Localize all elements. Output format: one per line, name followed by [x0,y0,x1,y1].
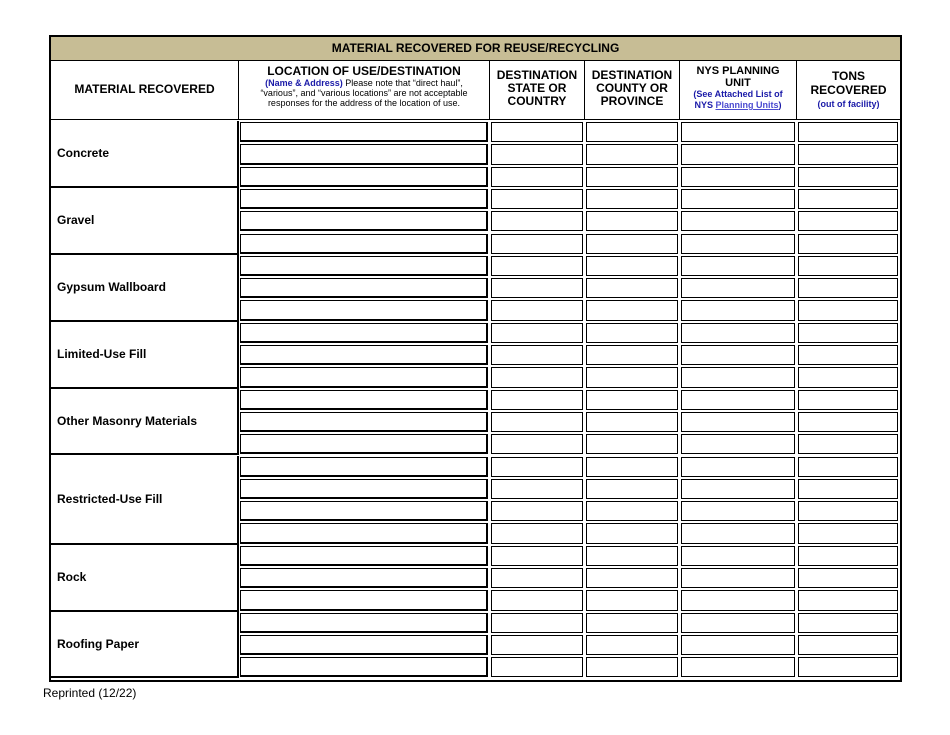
planning-unit-entry-field[interactable] [681,256,795,276]
county-entry-field[interactable] [586,323,678,343]
state-entry-field[interactable] [491,613,583,633]
tons-entry-field[interactable] [798,657,898,677]
county-entry-field[interactable] [586,657,678,677]
reprint-note: Reprinted (12/22) [43,686,137,700]
location-entry-field[interactable] [240,300,488,320]
state-entry-field[interactable] [491,657,583,677]
county-entry-field[interactable] [586,434,678,454]
location-entry-field[interactable] [240,167,488,187]
state-entry-field[interactable] [491,523,583,543]
location-entry-field[interactable] [240,635,488,655]
location-entry-field[interactable] [240,479,488,499]
county-entry-field[interactable] [586,457,678,477]
tons-entry-field[interactable] [798,523,898,543]
tons-entry-field[interactable] [798,278,898,298]
tons-entry-field[interactable] [798,300,898,320]
tons-entry-field[interactable] [798,323,898,343]
state-entry-field[interactable] [491,300,583,320]
planning-unit-entry-field[interactable] [681,367,795,387]
location-entry-field[interactable] [240,412,488,432]
material-label: Concrete [51,121,239,188]
location-entry-field[interactable] [240,211,488,231]
location-entry-field[interactable] [240,457,488,477]
planning-unit-entry-field[interactable] [681,122,795,142]
county-entry-field[interactable] [586,568,678,588]
county-entry-field[interactable] [586,590,678,610]
state-entry-field[interactable] [491,278,583,298]
state-entry-field[interactable] [491,122,583,142]
planning-unit-entry-field[interactable] [681,635,795,655]
planning-unit-entry-field[interactable] [681,390,795,410]
county-entry-field[interactable] [586,635,678,655]
county-entry-field[interactable] [586,390,678,410]
county-entry-field[interactable] [586,256,678,276]
county-entry-field[interactable] [586,122,678,142]
tons-entry-field[interactable] [798,590,898,610]
state-entry-field[interactable] [491,256,583,276]
state-entry-field[interactable] [491,323,583,343]
tons-entry-field[interactable] [798,256,898,276]
state-entry-field[interactable] [491,457,583,477]
header-county: DESTINATION COUNTY OR PROVINCE [585,61,680,119]
planning-unit-entry-field[interactable] [681,546,795,566]
state-entry-field[interactable] [491,234,583,254]
tons-entry-field[interactable] [798,568,898,588]
county-entry-field[interactable] [586,412,678,432]
county-entry-field[interactable] [586,613,678,633]
planning-unit-entry-field[interactable] [681,568,795,588]
state-entry-field[interactable] [491,546,583,566]
county-entry-field[interactable] [586,546,678,566]
tons-entry-field[interactable] [798,412,898,432]
planning-unit-entry-field[interactable] [681,234,795,254]
planning-unit-entry-field[interactable] [681,434,795,454]
state-entry-field[interactable] [491,568,583,588]
state-entry-field[interactable] [491,211,583,231]
location-entry-field[interactable] [240,501,488,521]
location-entry-field[interactable] [240,523,488,543]
material-label: Gravel [51,188,239,255]
header-location: LOCATION OF USE/DESTINATION (Name & Address) Please note that “direct haul”, “various”, and “various locations” are not acceptable responses for the address of the location of use. [239,61,490,119]
state-entry-field[interactable] [491,590,583,610]
location-entry-field[interactable] [240,657,488,677]
material-label: Rock [51,545,239,612]
county-entry-field[interactable] [586,345,678,365]
tons-entry-field[interactable] [798,211,898,231]
material-label: Gypsum Wallboard [51,255,239,322]
form-title: MATERIAL RECOVERED FOR REUSE/RECYCLING [51,37,900,61]
planning-unit-entry-field[interactable] [681,345,795,365]
header-material: MATERIAL RECOVERED [51,61,239,119]
tons-entry-field[interactable] [798,457,898,477]
tons-entry-field[interactable] [798,479,898,499]
planning-unit-entry-field[interactable] [681,278,795,298]
county-entry-field[interactable] [586,167,678,187]
planning-unit-entry-field[interactable] [681,323,795,343]
location-entry-field[interactable] [240,590,488,610]
county-entry-field[interactable] [586,234,678,254]
state-entry-field[interactable] [491,367,583,387]
tons-entry-field[interactable] [798,501,898,521]
material-label: Roofing Paper [51,612,239,679]
header-state: DESTINATION STATE OR COUNTRY [490,61,585,119]
header-planning-unit: NYS PLANNING UNIT (See Attached List of NYS Planning Units) [680,61,797,119]
tons-entry-field[interactable] [798,367,898,387]
planning-unit-entry-field[interactable] [681,211,795,231]
material-recovered-form [49,35,902,682]
material-label: Restricted-Use Fill [51,456,239,545]
location-entry-field[interactable] [240,568,488,588]
location-entry-field[interactable] [240,613,488,633]
state-entry-field[interactable] [491,479,583,499]
state-entry-field[interactable] [491,635,583,655]
tons-entry-field[interactable] [798,122,898,142]
county-entry-field[interactable] [586,501,678,521]
state-entry-field[interactable] [491,390,583,410]
location-entry-field[interactable] [240,390,488,410]
material-label: Other Masonry Materials [51,389,239,456]
tons-entry-field[interactable] [798,635,898,655]
location-entry-field[interactable] [240,434,488,454]
planning-unit-entry-field[interactable] [681,479,795,499]
planning-unit-entry-field[interactable] [681,613,795,633]
tons-entry-field[interactable] [798,167,898,187]
tons-entry-field[interactable] [798,613,898,633]
county-entry-field[interactable] [586,479,678,499]
location-entry-field[interactable] [240,546,488,566]
state-entry-field[interactable] [491,501,583,521]
county-entry-field[interactable] [586,367,678,387]
state-entry-field[interactable] [491,412,583,432]
planning-unit-entry-field[interactable] [681,300,795,320]
planning-unit-entry-field[interactable] [681,457,795,477]
planning-unit-entry-field[interactable] [681,144,795,164]
location-entry-field[interactable] [240,345,488,365]
state-entry-field[interactable] [491,345,583,365]
header-tons: TONS RECOVERED (out of facility) [810,69,887,109]
county-entry-field[interactable] [586,300,678,320]
county-entry-field[interactable] [586,278,678,298]
location-entry-field[interactable] [240,367,488,387]
county-entry-field[interactable] [586,523,678,543]
planning-unit-entry-field[interactable] [681,523,795,543]
location-entry-field[interactable] [240,323,488,343]
state-entry-field[interactable] [491,434,583,454]
planning-unit-entry-field[interactable] [681,657,795,677]
tons-entry-field[interactable] [798,189,898,209]
state-entry-field[interactable] [491,189,583,209]
planning-unit-entry-field[interactable] [681,412,795,432]
state-entry-field[interactable] [491,167,583,187]
county-entry-field[interactable] [586,189,678,209]
planning-unit-entry-field[interactable] [681,189,795,209]
location-entry-field[interactable] [240,234,488,254]
tons-entry-field[interactable] [798,144,898,164]
location-entry-field[interactable] [240,256,488,276]
tons-entry-field[interactable] [798,234,898,254]
location-entry-field[interactable] [240,144,488,164]
planning-units-link[interactable]: Planning Units [715,100,779,110]
tons-entry-field[interactable] [798,434,898,454]
tons-entry-field[interactable] [798,345,898,365]
location-entry-field[interactable] [240,189,488,209]
location-entry-field[interactable] [240,122,488,142]
planning-unit-entry-field[interactable] [681,167,795,187]
location-entry-field[interactable] [240,278,488,298]
state-entry-field[interactable] [491,144,583,164]
material-label: Limited-Use Fill [51,322,239,389]
planning-unit-entry-field[interactable] [681,590,795,610]
tons-entry-field[interactable] [798,546,898,566]
county-entry-field[interactable] [586,211,678,231]
header-divider [51,119,900,120]
county-entry-field[interactable] [586,144,678,164]
tons-entry-field[interactable] [798,390,898,410]
planning-unit-entry-field[interactable] [681,501,795,521]
